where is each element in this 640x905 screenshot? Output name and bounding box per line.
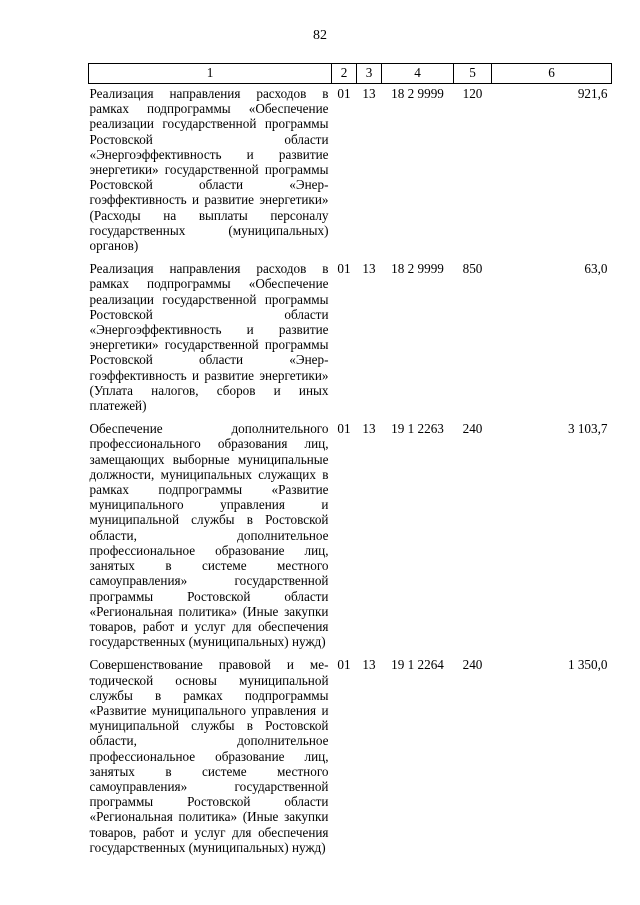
table-row — [89, 84, 612, 260]
row-description: Обеспечение дополнительного профессионального образования лиц, замещающих выборные муниципальные должности, муниципальных служащих в рамках подпрограммы «Развитие муниципального управления и муниципальной службы в Ростовской области, дополнительное профессиональное образование лиц, занятых в системе местного самоуправления» государственной программы Ростовской области «Региональная политика» (Иные закупки товаров, работ и услуг для обеспечения государственных (муниципальных) нужд) — [89, 421, 329, 650]
table-row — [89, 419, 612, 655]
row-amount: 3 103,7 — [567, 421, 608, 437]
row-subsection: 13 — [362, 261, 376, 277]
row-target-article: 18 2 9999 — [391, 86, 444, 101]
row-section: 01 — [337, 86, 351, 101]
page-number: 82 — [313, 28, 327, 43]
header-cell-target-article: 4 — [382, 64, 454, 84]
row-subsection: 13 — [362, 657, 376, 673]
row-target-article: 19 1 2263 — [391, 421, 444, 437]
header-cell-description: 1 — [89, 64, 332, 84]
row-target-article: 19 1 2264 — [391, 657, 444, 673]
row-description: Реализация направления расходов в рамках подпрограммы «Обеспечение реализации государственной программы Ростовской области «Энергоэффективность и развитие энергетики» государственной программы Ростовской области «Энергоэффективность и развитие энергетики» (Расходы на выплаты персоналу государственных (муниципальных) органов) — [89, 86, 329, 254]
row-subsection: 13 — [362, 86, 376, 101]
row-amount: 63,0 — [584, 261, 608, 277]
row-section: 01 — [337, 261, 351, 277]
row-expense-type: 240 — [462, 657, 483, 673]
table-row — [89, 655, 612, 855]
row-section: 01 — [337, 657, 351, 673]
row-subsection: 13 — [362, 421, 376, 437]
header-cell-amount: 6 — [492, 64, 612, 84]
table-body — [89, 84, 612, 855]
row-expense-type: 850 — [462, 261, 483, 277]
table-row — [89, 259, 612, 419]
header-cell-expense-type: 5 — [454, 64, 492, 84]
header-row — [89, 64, 612, 84]
header-cell-subsection: 3 — [357, 64, 382, 84]
row-expense-type: 120 — [462, 86, 483, 101]
table-header — [89, 64, 612, 84]
row-description: Совершенствование правовой и методической основы муниципальной службы в рамках подпрограммы «Развитие муниципального управления и муниципальной службы в Ростовской области, дополнительное профессиональное образование лиц, занятых в системе местного самоуправления» государственной программы Ростовской области «Региональная политика» (Иные закупки товаров, работ и услуг для обеспечения государственных (муниципальных) нужд) — [89, 657, 329, 855]
row-target-article: 18 2 9999 — [391, 261, 444, 277]
header-cell-section: 2 — [332, 64, 357, 84]
budget-table — [88, 63, 612, 855]
row-expense-type: 240 — [462, 421, 483, 437]
row-amount: 1 350,0 — [567, 657, 608, 673]
row-description: Реализация направления расходов в рамках подпрограммы «Обеспечение реализации государственной программы Ростовской области «Энергоэффективность и развитие энергетики» государственной программы Ростовской области «Энергоэффективность и развитие энергетики» (Уплата налогов, сборов и иных платежей) — [89, 261, 329, 414]
row-amount: 921,6 — [577, 86, 608, 101]
row-section: 01 — [337, 421, 351, 437]
